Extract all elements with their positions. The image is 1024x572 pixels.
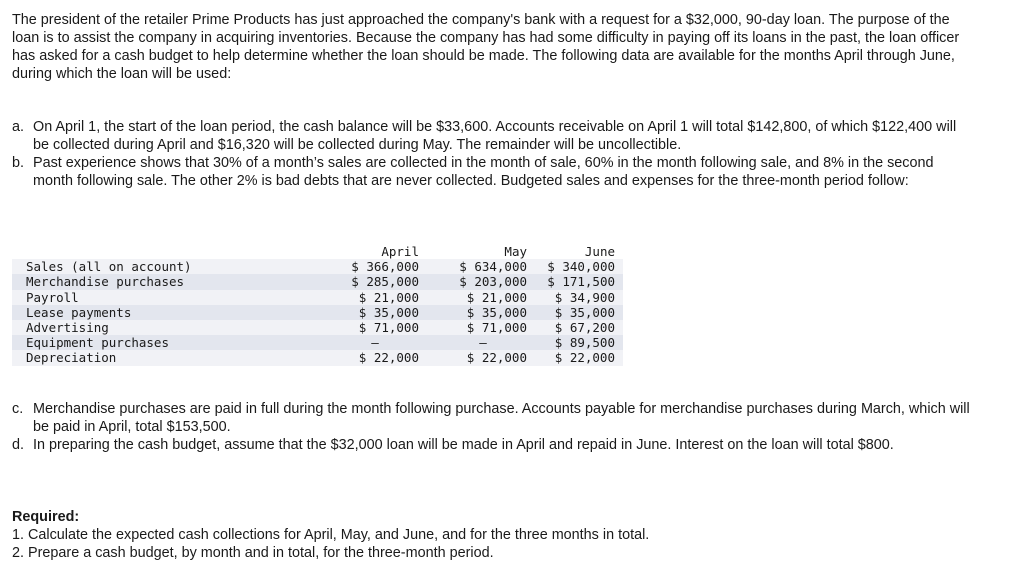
table-row — [12, 290, 623, 305]
item-marker: b. — [12, 155, 25, 171]
item-marker: c. — [12, 401, 24, 417]
row-label: Equipment purchases — [26, 335, 169, 351]
budget-table — [12, 244, 623, 366]
cell-value: $ 34,900 — [554, 289, 615, 305]
cell-value: $ 35,000 — [358, 304, 419, 320]
item-marker: d. — [12, 437, 25, 453]
list-item-c — [12, 400, 972, 436]
cell-value: $ 71,000 — [358, 320, 419, 336]
cell-value: $ 21,000 — [466, 289, 527, 305]
row-label: Merchandise purchases — [26, 274, 185, 290]
list-item-a — [12, 118, 972, 154]
item-text: In preparing the cash budget, assume that the $32,000 loan will be made in April and repaid in June. Interest on the loan will total $800. — [33, 437, 894, 453]
column-header-may: May — [419, 244, 527, 259]
cell-value: – — [479, 335, 487, 351]
intro-paragraph: The president of the retailer Prime Products has just approached the company's bank with a request for a $32,000, 90-day loan. The purpose of the loan is to assist the company in acquiring inventories. Because the company has had some difficulty in paying off its loans in the past, the loan officer has asked for a cash budget to help determine whether the loan should be made. The following data are available for the months April through June, during which the loan will be used: — [12, 12, 960, 82]
row-label: Payroll — [26, 289, 79, 305]
required-line-1: 1. Calculate the expected cash collections for April, May, and June, and for the three months in total. — [12, 527, 650, 543]
row-label: Lease payments — [26, 304, 132, 320]
item-marker: a. — [12, 119, 25, 135]
table-row — [12, 350, 623, 365]
cell-value: $ 21,000 — [358, 289, 419, 305]
cell-value: $ 89,500 — [554, 335, 615, 351]
item-text: Past experience shows that 30% of a month’s sales are collected in the month of sale, 60% in the month following sale, and 8% in the second month following sale. The other 2% is bad debts that are never collected. Budgeted sales and expenses for the three-month period follow: — [33, 155, 934, 189]
conditions-list-cd — [12, 400, 972, 454]
cell-value: $ 67,200 — [554, 320, 615, 336]
cell-value: $ 71,000 — [466, 320, 527, 336]
required-heading: Required: — [12, 509, 80, 525]
item-text: Merchandise purchases are paid in full during the month following purchase. Accounts payable for merchandise purchases during March, which will be paid in April, total $153,500. — [33, 401, 970, 435]
list-item-b — [12, 154, 972, 190]
cell-value: $ 171,500 — [547, 274, 615, 290]
table-row — [12, 274, 623, 289]
cell-value: $ 366,000 — [351, 259, 419, 275]
table-header-row — [12, 244, 623, 259]
item-text: On April 1, the start of the loan period, the cash balance will be $33,600. Accounts receivable on April 1 will total $142,800, of which $122,400 will be collected during April and $16,320 will be collected during May. The remainder will be uncollectible. — [33, 119, 957, 153]
row-label: Advertising — [26, 320, 109, 336]
table-row — [12, 259, 623, 274]
cell-value: $ 340,000 — [547, 259, 615, 275]
row-label: Sales (all on account) — [26, 259, 192, 275]
column-header-april: April — [311, 244, 419, 259]
conditions-list-ab — [12, 118, 972, 190]
table-row — [12, 305, 623, 320]
cell-value: $ 634,000 — [459, 259, 527, 275]
header-blank — [12, 244, 311, 259]
cell-value: $ 285,000 — [351, 274, 419, 290]
cell-value: – — [371, 335, 379, 351]
cell-value: $ 35,000 — [466, 304, 527, 320]
required-section — [12, 508, 649, 562]
table-row — [12, 335, 623, 350]
column-header-june: June — [527, 244, 623, 259]
cell-value: $ 22,000 — [554, 350, 615, 366]
required-line-2: 2. Prepare a cash budget, by month and in total, for the three-month period. — [12, 545, 494, 561]
table-row — [12, 320, 623, 335]
cell-value: $ 203,000 — [459, 274, 527, 290]
row-label: Depreciation — [26, 350, 117, 366]
list-item-d — [12, 436, 972, 454]
cell-value: $ 22,000 — [358, 350, 419, 366]
cell-value: $ 35,000 — [554, 304, 615, 320]
cell-value: $ 22,000 — [466, 350, 527, 366]
